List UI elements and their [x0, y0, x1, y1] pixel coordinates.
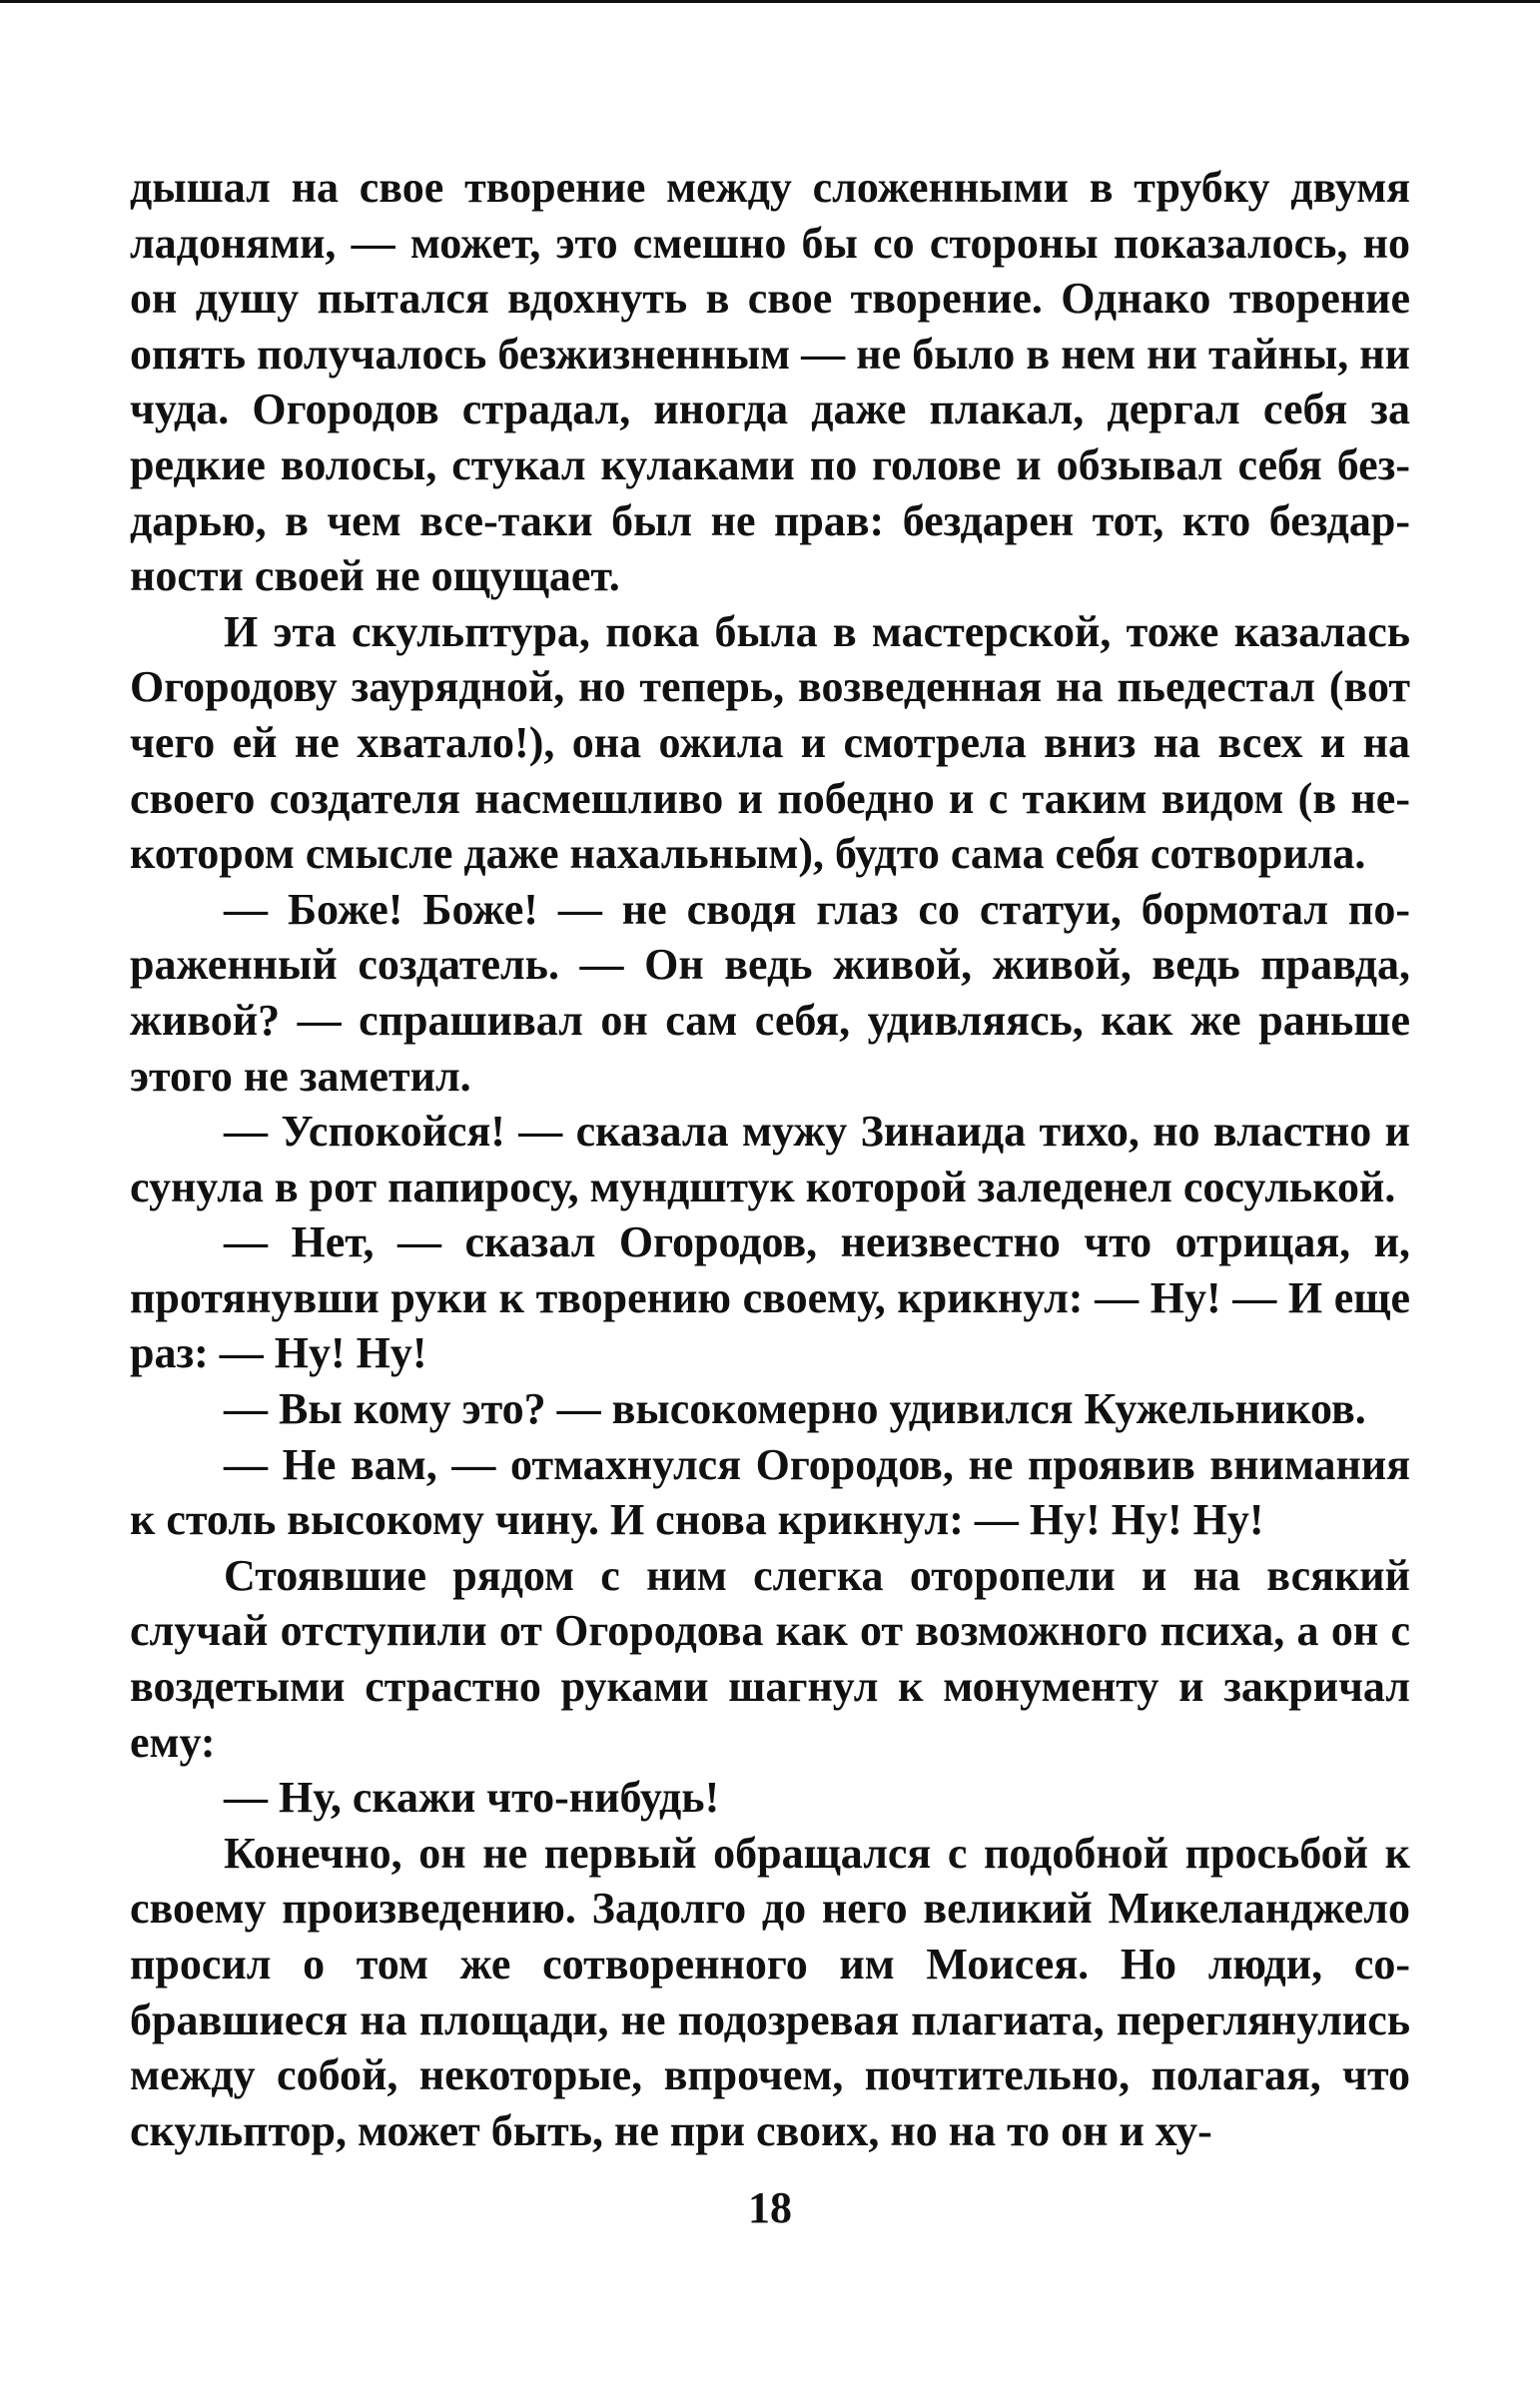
paragraph-6: — Вы кому это? — высокомерно удивился Кужельников.	[224, 1384, 1366, 1434]
paragraph-3: — Боже! Боже! — не сводя глаз со статуи, бормотал пораженный создатель. — Он ведь живой, живой, ведь правда, живой? — спрашивал он сам себя, удивляясь, как же раньше этого не заметил.	[130, 884, 1410, 1101]
top-edge-rule	[0, 0, 1540, 3]
paragraph-10: Конечно, он не первый обращался с подобной просьбой к своему произведению. Задолго до него великий Микеланджело просил о том же сотворенного им Моисея. Но люди, собравшиеся на площади, не подозревая плагиата, переглянулись между собой, некоторые, впрочем, почтительно, полагая, что скульптор, может быть, не при своих, но на то он и ху-	[130, 1828, 1410, 2155]
body-text	[130, 160, 1410, 2158]
paragraph-5: — Нет, — сказал Огородов, неизвестно что отрицая, и, протянувши руки к творению своему, крикнул: — Ну! — И еще раз: — Ну! Ну!	[130, 1217, 1410, 1378]
paragraph-9: — Ну, скажи что-нибудь!	[224, 1773, 720, 1823]
paragraph-8: Стоявшие рядом с ним слегка оторопели и на всякий случай отступили от Огородова как от возможного психа, а он с воздетыми страстно руками шагнул к монументу и закричал ему:	[130, 1550, 1410, 1767]
paragraph-1: дышал на свое творение между сложенными в трубку двумя ладонями, — может, это смешно бы со стороны показалось, но он душу пытался вдохнуть в свое творение. Однако творение опять получалось безжизненным — не было в нем ни тайны, ни чуда. Огородов страдал, иногда даже плакал, дергал себя за редкие волосы, стукал кулаками по голове и обзывал себя бездарью, в чем все-таки был не прав: бездарен тот, кто бездарности своей не ощущает.	[130, 163, 1410, 601]
paragraph-4: — Успокойся! — сказала мужу Зинаида тихо, но властно и сунула в рот папиросу, мундштук которой заледенел сосулькой.	[130, 1107, 1410, 1211]
paragraph-7: — Не вам, — отмахнулся Огородов, не проявив внимания к столь высокому чину. И снова крикнул: — Ну! Ну! Ну!	[130, 1439, 1410, 1545]
paragraph-2: И эта скульптура, пока была в мастерской, тоже казалась Огородову заурядной, но теперь, возведенная на пьедестал (вот чего ей не хватало!), она ожила и смотрела вниз на всех и на своего создателя насмешливо и победно и с таким видом (в некотором смысле даже нахальным), будто сама себя сотворила.	[130, 606, 1410, 879]
page-number: 18	[748, 2183, 792, 2232]
